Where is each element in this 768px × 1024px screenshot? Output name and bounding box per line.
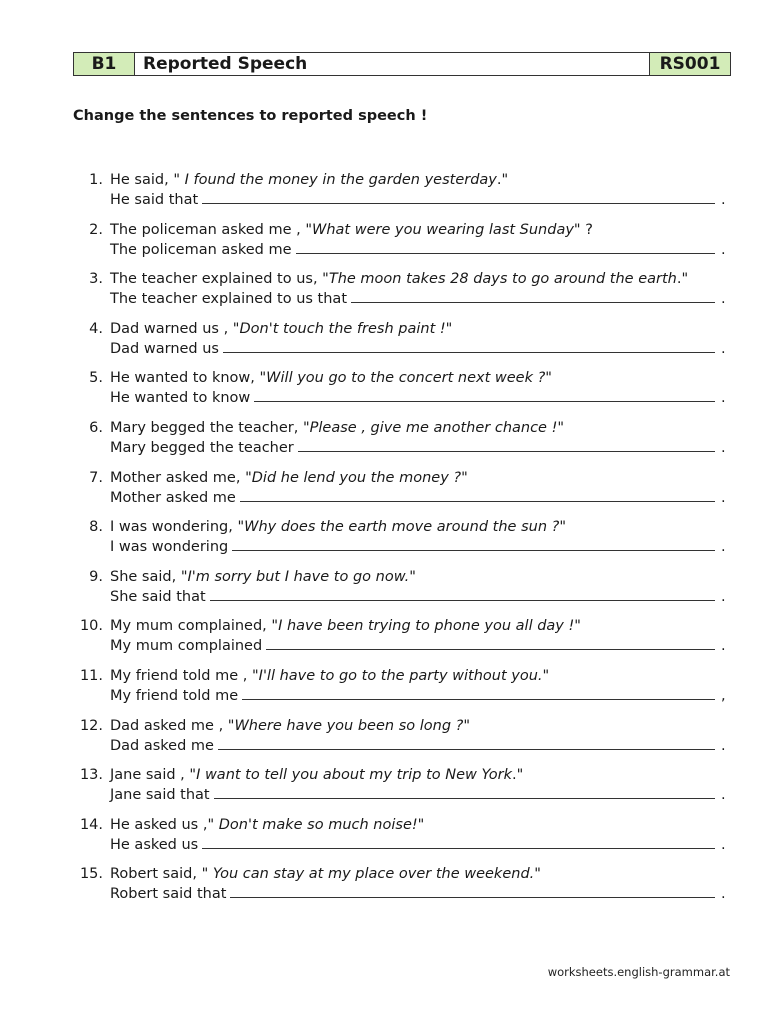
direct-speech (110, 368, 552, 388)
exercise-item (73, 864, 733, 914)
direct-speech (110, 765, 523, 785)
answer-lead: He asked us (110, 836, 199, 853)
answer-end-punctuation: . (721, 737, 726, 754)
answer-end-punctuation: . (721, 241, 726, 258)
exercise-item (73, 765, 733, 815)
direct-speech (110, 716, 470, 736)
instruction-text: Change the sentences to reported speech ! (73, 108, 428, 124)
answer-lead: My mum complained (110, 638, 263, 655)
exercise-item (73, 220, 733, 270)
answer-lead: He said that (110, 192, 199, 208)
speech-close: " (461, 469, 468, 486)
exercise-item (73, 170, 733, 220)
answer-end-punctuation: . (721, 539, 726, 556)
answer-blank[interactable] (296, 240, 715, 254)
answer-line (110, 537, 733, 557)
item-number: 12. (79, 717, 103, 734)
answer-end-punctuation: . (721, 340, 726, 357)
exercise-item (73, 517, 733, 567)
quoted-speech: You can stay at my place over the weekend." (212, 866, 541, 883)
speech-intro: The teacher explained to us, " (110, 271, 329, 288)
speech-intro: He said, " (110, 172, 185, 188)
item-number: 14. (79, 816, 103, 833)
answer-lead: She said that (110, 588, 206, 605)
exercise-item (73, 269, 733, 319)
item-number: 15. (79, 866, 103, 883)
direct-speech (110, 517, 566, 537)
answer-lead: The policeman asked me (110, 241, 292, 258)
exercise-sentence (73, 666, 733, 686)
quoted-speech: I have been trying to phone you all day !" (278, 618, 581, 635)
speech-intro: Jane said , " (110, 767, 197, 784)
speech-intro: The policeman asked me , " (110, 221, 313, 238)
answer-blank[interactable] (254, 388, 715, 402)
answer-end-punctuation: . (721, 638, 726, 655)
answer-lead: Mother asked me (110, 489, 236, 506)
exercise-sentence (73, 418, 733, 438)
speech-close: ." (512, 767, 524, 784)
item-number: 10. (79, 618, 103, 635)
direct-speech (110, 666, 549, 686)
exercise-item (73, 468, 733, 518)
speech-intro: Mary begged the teacher, " (110, 419, 310, 436)
answer-end-punctuation: , (721, 687, 726, 704)
speech-intro: Mother asked me, " (110, 469, 252, 486)
speech-close: " (559, 519, 566, 536)
exercise-item (73, 616, 733, 666)
answer-end-punctuation: . (721, 489, 726, 506)
speech-intro: She said, " (110, 568, 188, 585)
answer-blank[interactable] (210, 587, 715, 601)
answer-end-punctuation: . (721, 886, 726, 903)
worksheet-code: RS001 (649, 53, 730, 75)
answer-line (110, 190, 733, 210)
answer-blank[interactable] (242, 686, 715, 700)
answer-blank[interactable] (223, 339, 715, 353)
answer-line (110, 438, 733, 458)
quoted-speech: The moon takes 28 days to go around the earth (328, 271, 677, 288)
answer-lead: The teacher explained to us that (110, 291, 348, 308)
speech-intro: Robert said, " (110, 866, 213, 883)
item-number: 7. (89, 469, 103, 486)
quoted-speech: I found the money in the garden yesterday (184, 172, 497, 188)
direct-speech (110, 468, 468, 488)
speech-intro: He asked us ," (110, 816, 219, 833)
answer-lead: Dad warned us (110, 340, 219, 357)
exercise-item (73, 567, 733, 617)
exercise-sentence (73, 269, 733, 289)
quoted-speech: Please , give me another chance !" (309, 419, 565, 436)
answer-line (110, 884, 733, 904)
direct-speech (110, 220, 593, 240)
speech-intro: He wanted to know, " (110, 370, 267, 387)
quoted-speech: I'm sorry but I have to go now." (187, 568, 416, 585)
answer-line (110, 686, 733, 706)
answer-lead: Dad asked me (110, 737, 214, 754)
answer-blank[interactable] (232, 537, 715, 551)
speech-intro: My friend told me , " (110, 667, 259, 684)
answer-blank[interactable] (298, 438, 715, 452)
quoted-speech: Did he lend you the money ? (251, 469, 462, 486)
item-number: 13. (79, 767, 103, 784)
speech-close: ." (676, 271, 689, 288)
item-number: 8. (89, 519, 103, 536)
quoted-speech: I want to tell you about my trip to New York (196, 767, 513, 784)
level-badge: B1 (74, 53, 135, 75)
answer-line (110, 388, 733, 408)
answer-end-punctuation: . (721, 439, 726, 456)
answer-blank[interactable] (218, 736, 715, 750)
direct-speech (110, 418, 564, 438)
answer-line (110, 736, 733, 756)
speech-intro: Dad warned us , " (110, 320, 240, 337)
direct-speech (110, 319, 452, 339)
quoted-speech: What were you wearing last Sunday" (312, 221, 581, 238)
direct-speech (110, 269, 688, 289)
answer-end-punctuation: . (721, 291, 726, 308)
item-number: 3. (89, 271, 103, 288)
exercise-sentence (73, 170, 733, 190)
answer-lead: Robert said that (110, 886, 227, 903)
exercise-sentence (73, 815, 733, 835)
exercise-item (73, 418, 733, 468)
item-number: 4. (89, 320, 103, 337)
answer-blank[interactable] (351, 289, 715, 303)
exercise-sentence (73, 716, 733, 736)
speech-intro: I was wondering, " (110, 519, 245, 536)
speech-intro: My mum complained, " (110, 618, 279, 635)
answer-end-punctuation: . (721, 390, 726, 407)
answer-blank[interactable] (266, 636, 715, 650)
answer-line (110, 289, 733, 309)
direct-speech (110, 815, 424, 835)
exercise-item (73, 666, 733, 716)
answer-lead: My friend told me (110, 687, 239, 704)
answer-blank[interactable] (202, 190, 715, 204)
answer-line (110, 587, 733, 607)
direct-speech (110, 567, 416, 587)
answer-end-punctuation: . (721, 836, 726, 853)
exercise-sentence (73, 765, 733, 785)
exercise-sentence (73, 567, 733, 587)
item-number: 9. (89, 568, 103, 585)
answer-end-punctuation: . (721, 787, 726, 804)
quoted-speech: Where have you been so long ?" (234, 717, 470, 734)
exercise-sentence (73, 517, 733, 537)
speech-close: ." (496, 172, 509, 188)
exercise-sentence (73, 368, 733, 388)
speech-intro: Dad asked me , " (110, 717, 235, 734)
answer-line (110, 240, 733, 260)
quoted-speech: Why does the earth move around the sun ? (244, 519, 560, 536)
speech-close: ? (580, 221, 593, 238)
exercise-sentence (73, 616, 733, 636)
item-number: 2. (89, 221, 103, 238)
exercise-sentence (73, 319, 733, 339)
answer-line (110, 835, 733, 855)
exercise-sentence (73, 220, 733, 240)
exercise-item (73, 368, 733, 418)
answer-lead: I was wondering (110, 539, 229, 556)
exercise-sentence (73, 468, 733, 488)
answer-line (110, 488, 733, 508)
answer-blank[interactable] (214, 785, 715, 799)
answer-lead: He wanted to know (110, 390, 251, 407)
item-number: 6. (89, 419, 103, 436)
answer-line (110, 636, 733, 656)
exercise-item (73, 716, 733, 766)
answer-end-punctuation: . (721, 192, 726, 208)
exercise-sentence (73, 864, 733, 884)
footer-url: worksheets.english-grammar.at (547, 965, 730, 979)
quoted-speech: Don't make so much noise!" (218, 816, 425, 833)
direct-speech (110, 864, 541, 884)
quoted-speech: Will you go to the concert next week ?" (266, 370, 552, 387)
answer-blank[interactable] (240, 488, 715, 502)
answer-end-punctuation: . (721, 588, 726, 605)
exercise-item (73, 815, 733, 865)
answer-lead: Mary begged the teacher (110, 439, 294, 456)
worksheet-title: Reported Speech (135, 53, 649, 75)
answer-blank[interactable] (202, 835, 715, 849)
answer-blank[interactable] (230, 884, 715, 898)
quoted-speech: I'll have to go to the party without you." (258, 667, 550, 684)
direct-speech (110, 170, 508, 190)
answer-line (110, 785, 733, 805)
item-number: 1. (89, 172, 103, 188)
item-number: 11. (79, 667, 103, 684)
answer-line (110, 339, 733, 359)
direct-speech (110, 616, 581, 636)
quoted-speech: Don't touch the fresh paint !" (239, 320, 453, 337)
exercise-item (73, 319, 733, 369)
worksheet-header (73, 52, 731, 76)
exercise-list (73, 170, 733, 914)
item-number: 5. (89, 370, 103, 387)
answer-lead: Jane said that (110, 787, 210, 804)
